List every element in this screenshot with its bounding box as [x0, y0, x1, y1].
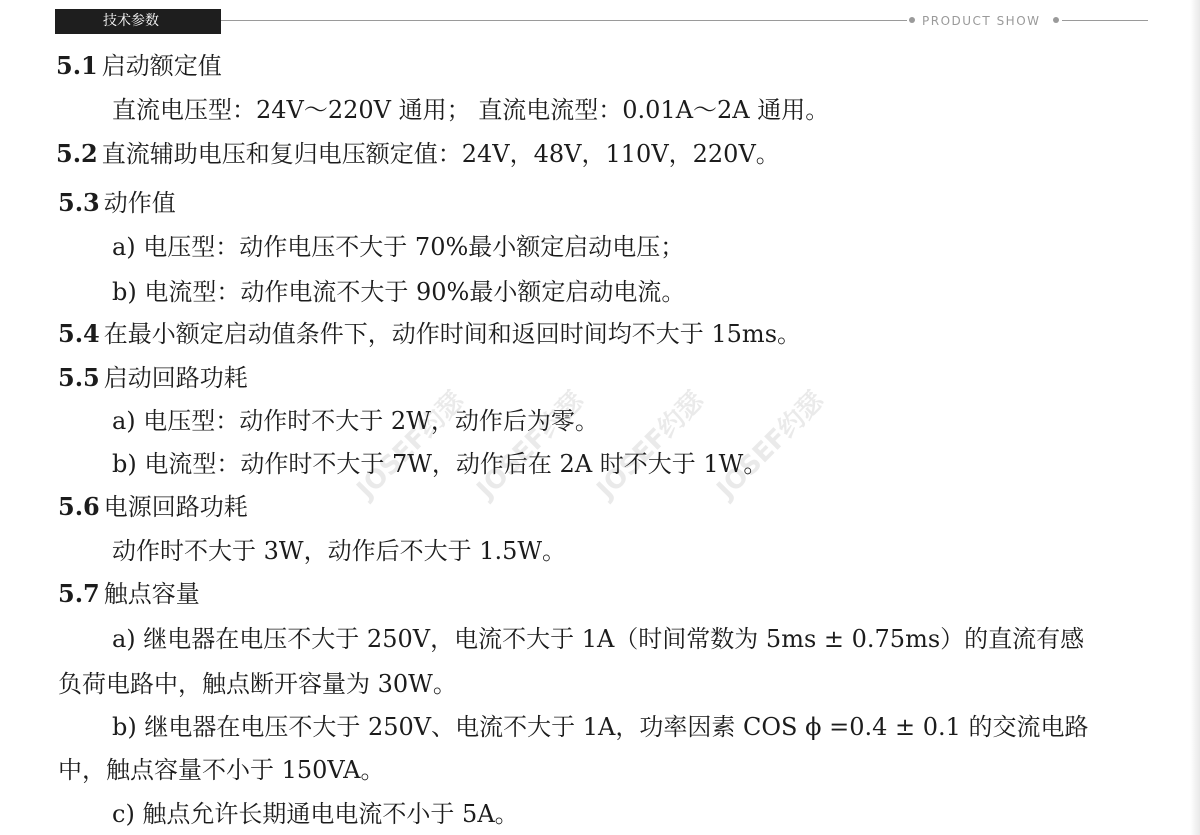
watermark: JOSEF约瑟: [591, 385, 711, 505]
section-number: 5.4: [58, 319, 100, 348]
section-5-7-item-c: c) 触点允许长期通电电流不小于 5A。: [112, 800, 519, 828]
section-5-2-heading: [56, 138, 780, 170]
section-5-7-item-b-line-1: b) 继电器在电压不大于 250V、电流不大于 1A，功率因素 COS ϕ =0.4 ± 0.1 的交流电路: [112, 713, 1089, 741]
section-number: 5.5: [58, 363, 100, 392]
section-5-1-heading: [56, 50, 222, 82]
section-tab: [55, 9, 221, 34]
section-number: 5.1: [56, 51, 98, 80]
header-divider-right: [1062, 20, 1148, 21]
section-5-3-heading: [58, 187, 176, 219]
section-5-5-item-b: b) 电流型：动作时不大于 7W，动作后在 2A 时不大于 1W。: [112, 450, 768, 478]
divider-dot-left: [909, 17, 915, 23]
section-5-3-item-b: b) 电流型：动作电流不大于 90%最小额定启动电流。: [112, 278, 686, 306]
section-5-7-item-a-line-1: a) 继电器在电压不大于 250V，电流不大于 1A（时间常数为 5ms ± 0.75ms）的直流有感: [112, 625, 1085, 653]
section-5-6-heading: [58, 491, 248, 523]
header-divider: [221, 20, 907, 21]
section-title: 动作值: [103, 189, 176, 217]
section-5-4-heading: [58, 318, 801, 350]
section-5-7-item-b-line-2: 中，触点容量不小于 150VA。: [58, 756, 385, 784]
section-number: 5.6: [58, 492, 100, 521]
section-number: 5.2: [56, 139, 98, 168]
section-title: 在最小额定启动值条件下，动作时间和返回时间均不大于 15ms。: [103, 320, 802, 348]
section-title: 启动回路功耗: [103, 364, 248, 392]
section-5-7-heading: [58, 578, 200, 610]
section-5-1-text: 直流电压型：24V～220V 通用； 直流电流型：0.01A～2A 通用。: [112, 96, 830, 124]
section-5-5-item-a: a) 电压型：动作时不大于 2W，动作后为零。: [112, 407, 599, 435]
section-title: 电源回路功耗: [103, 493, 248, 521]
section-5-7-item-a-line-2: 负荷电路中，触点断开容量为 30W。: [58, 670, 457, 698]
page-edge: [1190, 0, 1200, 835]
section-5-5-heading: [58, 362, 248, 394]
section-number: 5.7: [58, 579, 100, 608]
section-title: 直流辅助电压和复归电压额定值：24V，48V，110V，220V。: [101, 140, 780, 168]
section-title: 启动额定值: [101, 52, 222, 80]
watermark: JOSEF约瑟: [711, 385, 831, 505]
watermark: JOSEF约瑟: [351, 385, 471, 505]
divider-dot-right: [1053, 17, 1059, 23]
product-show-label: PRODUCT SHOW: [922, 14, 1041, 28]
section-tab-label: 技术参数: [103, 13, 159, 29]
section-number: 5.3: [58, 188, 100, 217]
section-title: 触点容量: [103, 580, 200, 608]
watermark: JOSEF约瑟: [471, 385, 591, 505]
section-5-6-text: 动作时不大于 3W，动作后不大于 1.5W。: [112, 537, 567, 565]
section-5-3-item-a: a) 电压型：动作电压不大于 70%最小额定启动电压；: [112, 233, 685, 261]
